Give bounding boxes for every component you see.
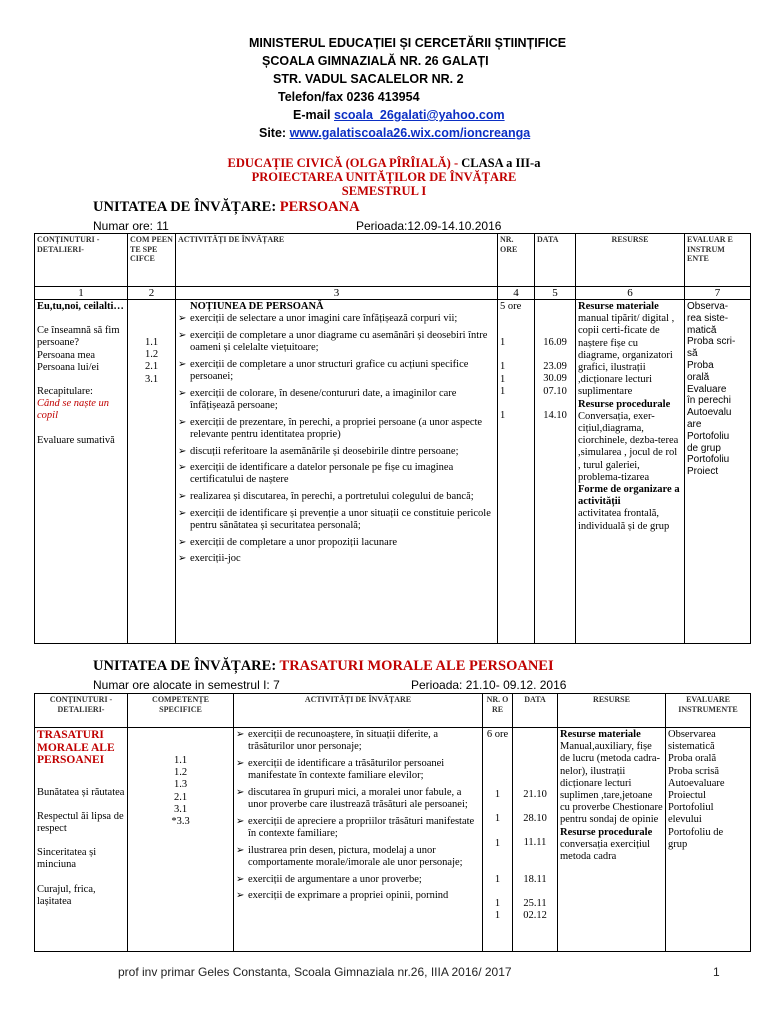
evaluation-line: Portofoliu de: [668, 826, 724, 838]
unit2-header-row: [35, 694, 751, 728]
unit1-body-row: [35, 300, 751, 644]
unit1-hours-cell: [498, 300, 535, 644]
hours-row: 1: [500, 410, 506, 422]
content-item: Respectul ăi lipsa de respect: [37, 810, 124, 834]
col-contents-header: CONȚINUTURI - DETALIERI-: [35, 234, 128, 287]
unit2-dates-cell: [513, 728, 558, 952]
col-competences-header: COMPETENȚE SPECIFICE: [128, 694, 234, 728]
activity-item: ➢ exerciții de completare a unor propoziții lacunare: [178, 537, 495, 549]
hours-total: 5 ore: [500, 301, 522, 312]
evaluation-line: de grup: [687, 442, 721, 454]
resources-text: activitatea frontală, individuală și de grup: [578, 508, 670, 532]
hours-row: 1: [494, 813, 501, 825]
content-item: Persoana lui/ei: [37, 361, 100, 373]
col-evaluation-header: EVALUAR E INSTRUM ENTE: [685, 234, 751, 287]
activity-title: NOȚIUNEA DE PERSOANĂ: [190, 301, 324, 312]
subject-line-3: SEMESTRUL I: [341, 184, 427, 198]
content-title: TRASATURI MORALE ALE PERSOANEI: [37, 729, 115, 766]
col-number: 1: [35, 287, 128, 300]
col-number: 6: [576, 287, 685, 300]
unit1-table: [34, 233, 751, 644]
date: 18.11: [523, 873, 547, 885]
activity-item: ➢ exerciții de selectare a unor imagini care înfățișează corpuri vii;: [178, 313, 495, 325]
phone-line: Telefon/fax 0236 413954: [278, 90, 420, 104]
evaluation-line: Proba orală: [668, 753, 717, 765]
unit2-resources-cell: [558, 728, 666, 952]
resources-title: Resurse materiale: [560, 729, 641, 740]
site-label: Site:: [259, 126, 290, 140]
hours-row: 1: [500, 385, 506, 397]
unit1-activities-cell: [176, 300, 498, 644]
competence: 1.1: [144, 337, 159, 348]
subject-line-2: PROIECTAREA UNITĂȚILOR DE ÎNVĂȚARE: [251, 170, 517, 184]
unit2-body-row: [35, 728, 751, 952]
col-evaluation-header: EVALUARE INSTRUMENTE: [666, 694, 751, 728]
activity-item: ➢ exerciții de exprimare a propriei opinii, pornind: [236, 890, 480, 902]
activity-item: ➢ ilustrarea prin desen, pictura, modelaj a unor comportamente morale/imorale ale unor personaje;: [236, 845, 480, 869]
evaluation-line: Proba scrisă: [668, 765, 720, 777]
content-item: Bunătatea și răutatea: [37, 786, 125, 798]
subject-line-1: EDUCAȚIE CIVICĂ (OLGA PÎRÎIALĂ) - CLASA a III-a: [227, 156, 541, 170]
col-number: 5: [535, 287, 576, 300]
unit2-competences-cell: [128, 728, 234, 952]
col-number: 3: [176, 287, 498, 300]
evaluation-line: să: [687, 348, 698, 360]
resources-text: conversația exercițiul metoda cadra: [560, 838, 651, 863]
unit1-number-row: [35, 287, 751, 300]
hours-row: 1: [500, 337, 506, 349]
hours-row: 1: [494, 898, 501, 910]
activity-item: ➢ exerciții de prezentare, în perechi, a propriei persoane (a unor aspecte relevante pentru identitatea proprie): [178, 417, 495, 441]
competence: 1.2: [144, 349, 159, 361]
activity-item: ➢ exerciții de recunoaștere, în situații diferite, a trăsăturilor unor personaje;: [236, 729, 480, 753]
evaluation-line: grup: [668, 838, 688, 850]
resources-title: Resurse materiale: [578, 301, 659, 312]
evaluation-line: în perechi: [687, 395, 731, 407]
ministry-line: MINISTERUL EDUCAȚIEI ȘI CERCETĂRII ȘTIINȚIFICE: [249, 36, 567, 50]
recap-label: Recapitulare:: [37, 386, 93, 398]
hours-total: 6 ore: [486, 729, 509, 740]
unit2-title: UNITATEA DE ÎNVĂȚARE: TRASATURI MORALE ALE PERSOANEI: [93, 658, 554, 674]
col-resources-header: RESURSE: [576, 234, 685, 287]
unit2-period: Perioada: 21.10- 09.12. 2016: [411, 678, 567, 692]
evaluation-line: Observarea: [668, 729, 716, 740]
recap-topic: Când se naște un copil: [37, 398, 110, 422]
evaluation-line: are: [687, 418, 702, 430]
unit2-evaluation-cell: [666, 728, 751, 952]
evaluation-line: matică: [687, 324, 717, 336]
eval-label: Evaluare sumativă: [37, 434, 115, 446]
unit2-hours: Numar ore alocate in semestrul I: 7: [93, 678, 280, 692]
date: 07.10: [543, 385, 567, 397]
activity-item: ➢ discuții referitoare la asemănările și deosebirile dintre persoane;: [178, 446, 495, 458]
unit1-activity-list: [178, 313, 495, 565]
evaluation-line: rea siste-: [687, 312, 729, 324]
unit2-table: [34, 693, 751, 952]
unit2-activity-list: [236, 729, 480, 902]
activity-item: ➢ exerciții de completare a unor diagrame cu asemănări și deosebiri între oameni și celelalte viețuitoare;: [178, 330, 495, 354]
content-item: Curajul, frica, lașitatea: [37, 883, 96, 907]
school-line: ȘCOALA GIMNAZIALĂ NR. 26 GALAȚI: [262, 54, 489, 68]
page-number: 1: [713, 965, 720, 979]
resources-text: manual tipărit/ digital , copii certi-ficate de naștere fișe cu diagrame, organizatori grafici, ilustrații ,dicționare lecturi suplimentare: [578, 313, 675, 398]
evaluation-line: Autoevalu: [687, 407, 732, 419]
col-activities-header: ACTIVITĂȚI DE ÎNVĂȚARE: [176, 234, 498, 287]
competence: 3.1: [173, 803, 188, 815]
email-line: [293, 106, 505, 124]
activity-item: ➢ exerciții de colorare, în desene/contururi date, a imaginilor care înfățișează persoane;: [178, 388, 495, 412]
evaluation-line: orală: [687, 371, 710, 383]
col-number: 4: [498, 287, 535, 300]
unit2-activities-cell: [234, 728, 483, 952]
col-number: 7: [685, 287, 751, 300]
hours-row: 1: [494, 873, 501, 885]
evaluation-line: Portofoliu: [687, 430, 730, 442]
date: 02.12: [523, 910, 547, 922]
evaluation-line: Proba scri-: [687, 336, 736, 348]
date: 21.10: [523, 789, 547, 800]
resources-text: Manual,auxiliary, fișe de lucru (metoda cadra-nelor), ilustrații dicționare lecturi suplimen ,tare,jetoane cu proverbe Chestionare pentru sondaj de opinie: [560, 741, 663, 826]
unit1-resources-cell: [576, 300, 685, 644]
hours-row: 1: [500, 361, 506, 373]
footer-text: prof inv primar Geles Constanta, Scoala Gimnaziala nr.26, IIIA 2016/ 2017: [118, 965, 512, 979]
hours-row: 1: [494, 789, 501, 801]
competence: 1.2: [173, 767, 188, 779]
content-item: Sinceritatea și minciuna: [37, 847, 97, 871]
content-title: Eu,tu,noi, ceilalti…: [37, 301, 124, 312]
unit1-period: Perioada:12.09-14.10.2016: [356, 219, 502, 233]
competence: 2.1: [144, 361, 159, 373]
activity-item: ➢ exerciții de identificare a datelor personale pe fișe cu imaginea certificatului de naștere: [178, 462, 495, 486]
resources-title: Resurse procedurale: [578, 398, 671, 410]
date: 16.09: [543, 337, 567, 348]
unit1-header-row: [35, 234, 751, 287]
email-link[interactable]: scoala_26galati@yahoo.com: [334, 108, 505, 122]
unit1-dates-cell: [535, 300, 576, 644]
date: 14.10: [543, 409, 567, 421]
evaluation-line: Evaluare: [687, 383, 727, 395]
resources-text: Conversația, exer-cițiul,diagrama, ciorchinele, dezba-terea ,simularea , jocul de rol , turul galeriei, problema-tizarea: [578, 410, 679, 483]
resources-title: Forme de organizare a activității: [578, 484, 680, 508]
site-line: [259, 124, 530, 142]
activity-item: ➢ exerciții de identificare și prevenție a unor situații ce constituie pericole pentru sănătatea și securitatea personală;: [178, 508, 495, 532]
evaluation-line: Proiect: [687, 466, 719, 478]
evaluation-line: Observa-: [687, 301, 729, 312]
evaluation-line: Proba: [687, 359, 714, 371]
date: 28.10: [523, 813, 547, 825]
activity-item: ➢ exerciții-joc: [178, 553, 495, 565]
hours-row: 1: [494, 837, 501, 849]
competence: 1.1: [173, 755, 188, 766]
hours-row: 1: [494, 910, 501, 922]
activity-item: ➢ exerciții de identificare a trăsăturilor persoanei manifestate în contexte familiare elevilor;: [236, 758, 480, 782]
resources-title: Resurse procedurale: [560, 826, 653, 838]
col-date-header: DATA: [513, 694, 558, 728]
evaluation-line: Proiectul: [668, 790, 706, 802]
unit1-contents-cell: [35, 300, 128, 644]
evaluation-line: elevului: [668, 814, 702, 826]
col-hours-header: NR. O RE: [483, 694, 513, 728]
date: 30.09: [543, 373, 567, 385]
col-competences-header: COM PEEN TE SPE CIFCE: [128, 234, 176, 287]
evaluation-line: Portofoliu: [687, 454, 730, 466]
date: 23.09: [543, 361, 567, 373]
col-number: 2: [128, 287, 176, 300]
unit1-title: UNITATEA DE ÎNVĂȚARE: PERSOANA: [93, 199, 360, 215]
hours-row: 1: [500, 373, 506, 385]
competence: 3.1: [144, 373, 159, 385]
date: 11.11: [523, 837, 547, 849]
subject-title: [0, 156, 768, 198]
activity-item: ➢ realizarea și discutarea, în perechi, a portretului colegului de bancă;: [178, 491, 495, 503]
unit2-contents-cell: [35, 728, 128, 952]
col-contents-header: CONȚINUTURI - DETALIERI-: [35, 694, 128, 728]
activity-item: ➢ exerciții de completare a unor structuri grafice cu acțiuni specifice persoanei;: [178, 359, 495, 383]
unit2-hours-cell: [483, 728, 513, 952]
col-hours-header: NR. ORE: [498, 234, 535, 287]
unit1-evaluation-cell: [685, 300, 751, 644]
unit1-hours: Numar ore: 11: [93, 219, 169, 233]
col-resources-header: RESURSE: [558, 694, 666, 728]
col-activities-header: ACTIVITĂȚI DE ÎNVĂȚARE: [234, 694, 483, 728]
evaluation-line: sistematică: [668, 741, 715, 753]
activity-item: ➢ discutarea în grupuri mici, a moralei unor fabule, a unor proverbe care ilustrează trăsături ale persoanei;: [236, 787, 480, 811]
activity-item: ➢ exerciții de apreciere a propriilor trăsături manifestate în contexte familiare;: [236, 816, 480, 840]
email-label: E-mail: [293, 108, 334, 122]
competence: 2.1: [173, 791, 188, 803]
date: 25.11: [523, 897, 547, 909]
evaluation-line: Autoevaluare: [668, 777, 725, 789]
content-item: Persoana mea: [37, 349, 96, 361]
evaluation-line: Portofoliul: [668, 802, 714, 814]
activity-item: ➢ exerciții de argumentare a unor proverbe;: [236, 874, 480, 886]
content-item: Ce înseamnă să fim persoane?: [37, 325, 120, 349]
unit1-competences-cell: [128, 300, 176, 644]
site-link[interactable]: www.galatiscoala26.wix.com/ioncreanga: [289, 126, 531, 140]
competence: 1.3: [173, 779, 188, 791]
competence: *3.3: [171, 816, 190, 828]
col-date-header: DATA: [535, 234, 576, 287]
street-line: STR. VADUL SACALELOR NR. 2: [273, 72, 464, 86]
